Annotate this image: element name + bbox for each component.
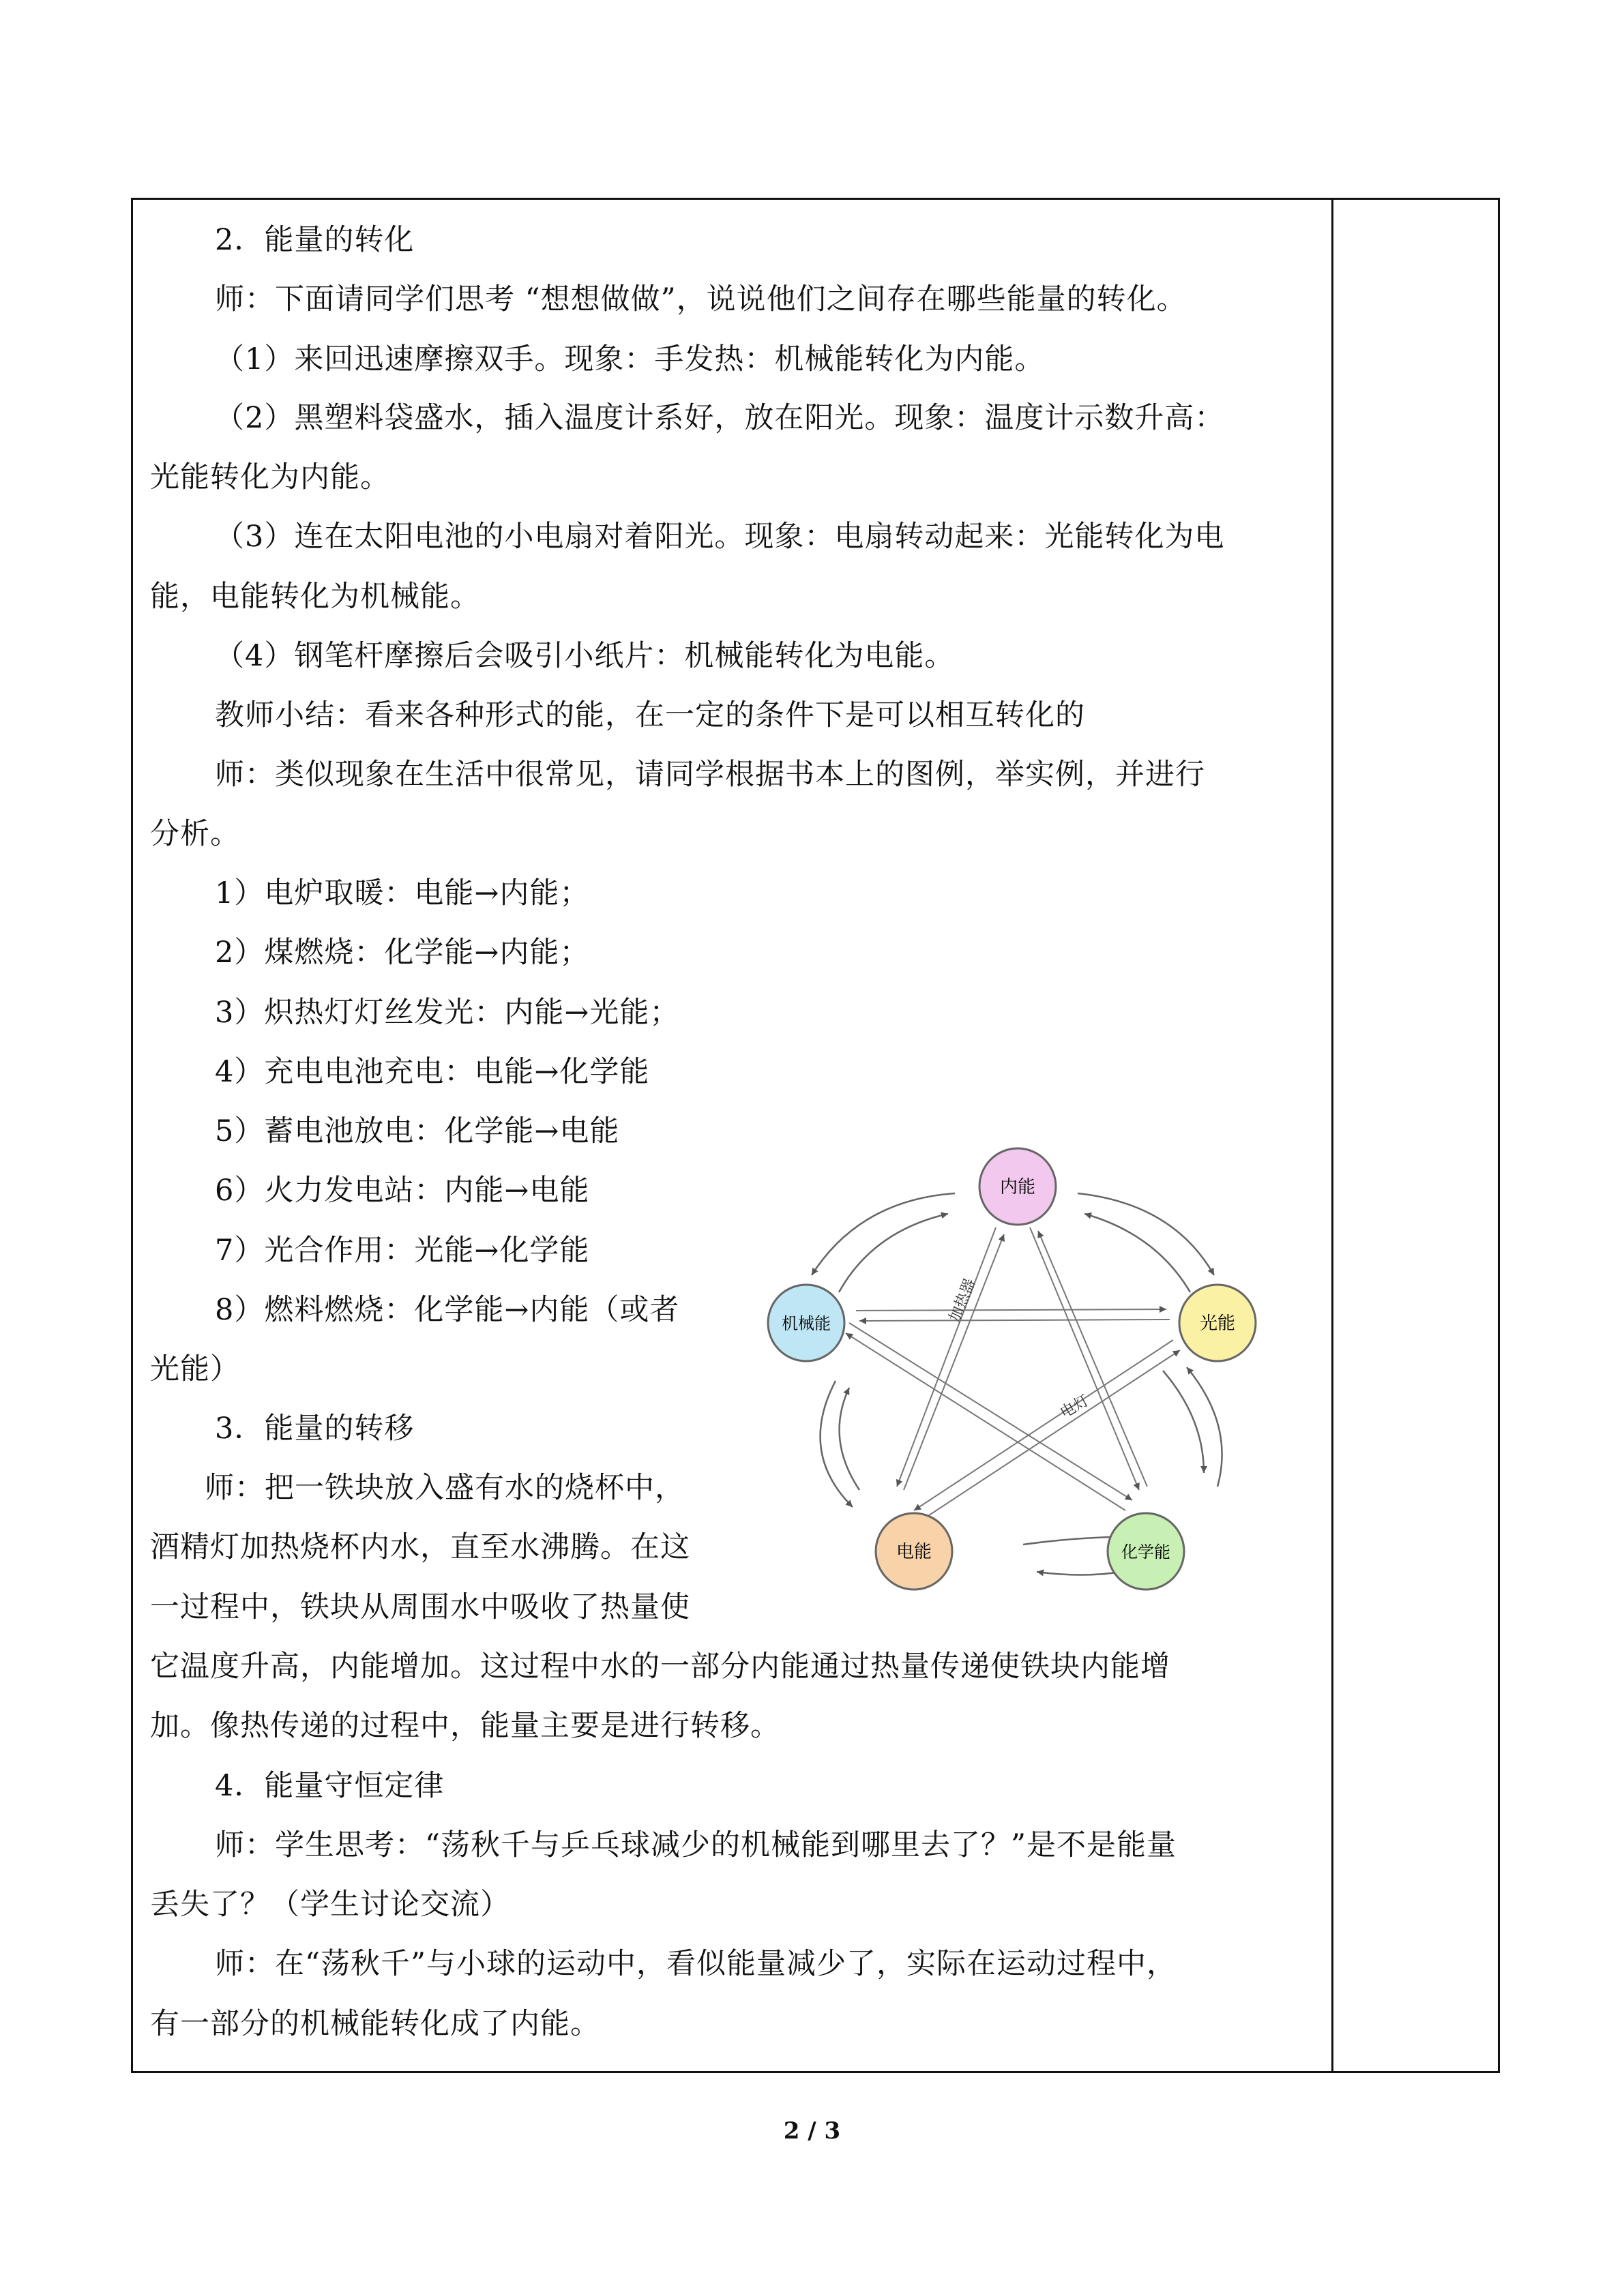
paragraph: 师：在“荡秋千”与小球的运动中，看似能量减少了，实际在运动过程中， xyxy=(215,1947,1177,1981)
paragraph: 师：下面请同学们思考 “想想做做”，说说他们之间存在哪些能量的转化。 xyxy=(215,282,1187,316)
section-heading-energy-conservation: 4．能量守恒定律 xyxy=(215,1769,445,1803)
paragraph: 它温度升高，内能增加。这过程中水的一部分内能通过热量传递使铁块内能增 xyxy=(150,1650,1170,1684)
paragraph: （3）连在太阳电池的小电扇对着阳光。现象：电扇转动起来：光能转化为电 xyxy=(215,520,1225,554)
section-heading-energy-transfer: 3．能量的转移 xyxy=(215,1412,415,1446)
node-mechanical-energy xyxy=(768,1285,844,1361)
node-label: 光能 xyxy=(1199,1313,1236,1334)
node-label: 化学能 xyxy=(1121,1542,1170,1562)
node-chemical-energy xyxy=(1108,1513,1184,1590)
paragraph: 一过程中，铁块从周围水中吸收了热量使 xyxy=(150,1590,690,1624)
paragraph: 酒精灯加热烧杯内水，直至水沸腾。在这 xyxy=(150,1530,690,1564)
paragraph: 能，电能转化为机械能。 xyxy=(150,580,480,614)
paragraph: 有一部分的机械能转化成了内能。 xyxy=(150,2007,600,2041)
node-label: 电能 xyxy=(896,1542,932,1562)
paragraph: （2）黑塑料袋盛水，插入温度计系好，放在阳光。现象：温度计示数升高： xyxy=(215,401,1225,435)
paragraph: （4）钢笔杆摩擦后会吸引小纸片：机械能转化为电能。 xyxy=(215,639,955,673)
paragraph: 师：把一铁块放入盛有水的烧杯中， xyxy=(205,1471,685,1505)
label-lamp: 电灯 xyxy=(1057,1392,1093,1422)
list-item: 2）煤燃烧：化学能→内能； xyxy=(215,936,590,970)
list-item: 7）光合作用：光能→化学能 xyxy=(215,1234,590,1268)
list-item: 8）燃料燃烧：化学能→内能（或者 xyxy=(215,1293,680,1327)
list-item: 6）火力发电站：内能→电能 xyxy=(215,1174,590,1208)
paragraph: 分析。 xyxy=(150,817,240,851)
paragraph: 光能转化为内能。 xyxy=(150,460,390,494)
paragraph: 加。像热传递的过程中，能量主要是进行转移。 xyxy=(150,1709,780,1743)
list-item: 光能） xyxy=(150,1352,240,1386)
list-item: 4）充电电池充电：电能→化学能 xyxy=(215,1055,650,1089)
star-arrows xyxy=(846,1227,1180,1521)
section-heading-energy-conversion: 2．能量的转化 xyxy=(215,223,415,257)
node-light-energy xyxy=(1179,1285,1256,1361)
paragraph: 师：学生思考：“荡秋千与乒乓球减少的机械能到哪里去了？”是不是能量 xyxy=(215,1828,1177,1862)
table-column-divider xyxy=(1331,198,1333,2073)
paragraph: 教师小结：看来各种形式的能，在一定的条件下是可以相互转化的 xyxy=(215,698,1085,732)
label-heater: 加热器 xyxy=(946,1276,979,1325)
paragraph: 师：类似现象在生活中很常见，请同学根据书本上的图例，举实例，并进行 xyxy=(215,758,1205,792)
paragraph: （1）来回迅速摩擦双手。现象：手发热：机械能转化为内能。 xyxy=(215,342,1045,376)
energy-conversion-diagram xyxy=(716,1118,1275,1596)
list-item: 1）电炉取暖：电能→内能； xyxy=(215,876,590,910)
page-number: 2 / 3 xyxy=(783,2117,841,2145)
list-item: 5）蓄电池放电：化学能→电能 xyxy=(215,1114,620,1148)
paragraph: 丢失了？（学生讨论交流） xyxy=(150,1888,510,1922)
node-internal-energy xyxy=(979,1148,1056,1225)
node-label: 机械能 xyxy=(782,1314,831,1333)
list-item: 3）炽热灯灯丝发光：内能→光能； xyxy=(215,996,680,1030)
node-electric-energy xyxy=(876,1513,952,1590)
node-label: 内能 xyxy=(999,1177,1036,1197)
